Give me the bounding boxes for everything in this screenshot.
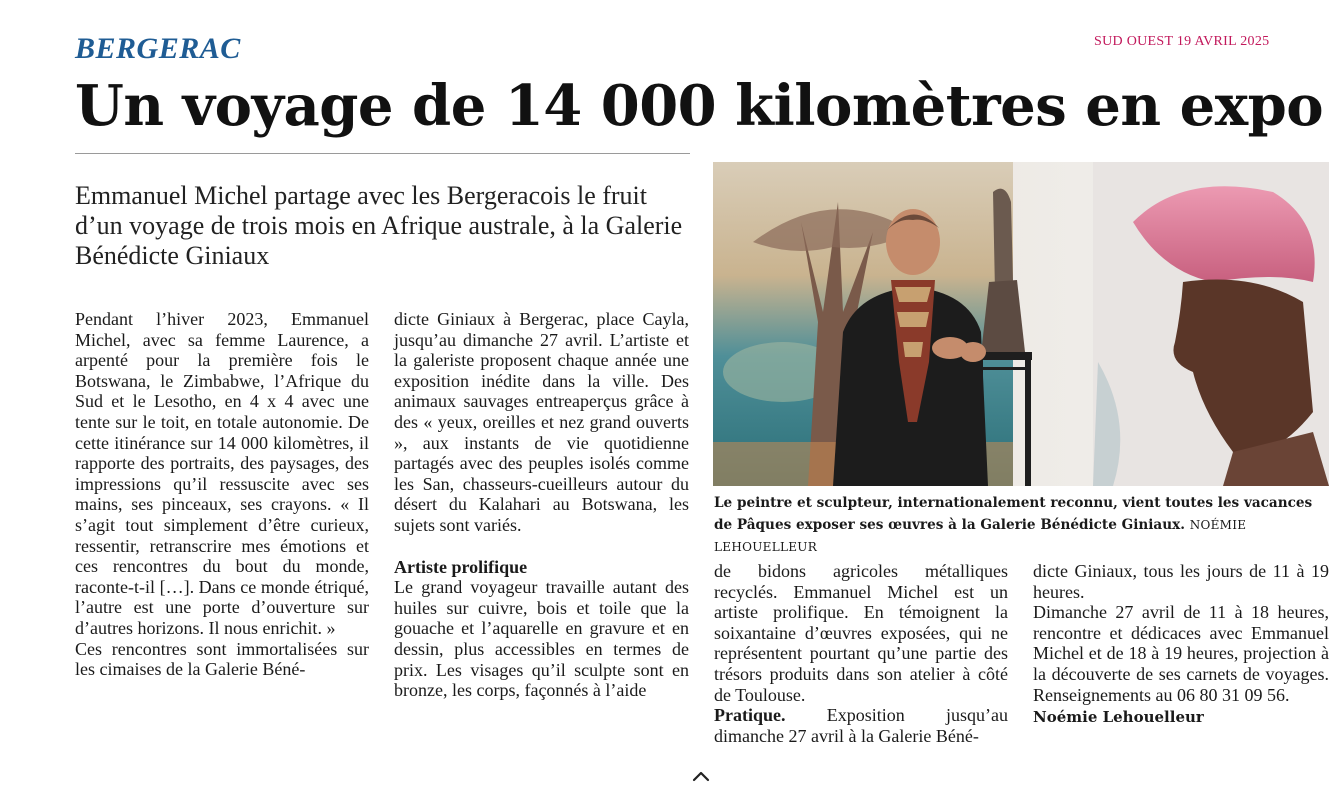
subheading: Artiste prolifique <box>394 556 528 577</box>
paragraph: dicte Giniaux, tous les jours de 11 à 19 heures. <box>1033 561 1329 602</box>
chevron-up-icon[interactable] <box>690 768 712 784</box>
article-column-1 <box>75 309 369 680</box>
chevron-up-icon[interactable] <box>690 768 712 784</box>
standfirst: Emmanuel Michel partage avec les Bergeracois le fruit d’un voyage de trois mois en Afrique australe, à la Galerie Bénédicte Giniaux <box>75 181 683 270</box>
article-photo <box>713 162 1329 486</box>
paragraph: Pendant l’hiver 2023, Emmanuel Michel, avec sa femme Laurence, a arpenté pour la première fois le Botswana, le Zimbabwe, l’Afrique du Sud et le Lesotho, en 4 x 4 avec une tente sur le toit, en totale autonomie. De cette itinérance sur 14 000 kilomètres, il rapporte des portraits, des paysages, des impressions qu’il ressuscite avec ses mains, ses pinceaux, ses crayons. « Il s’agit tout simplement d’être curieux, ressentir, retranscrire mes émotions et ces rencontres du bout du monde, raconte-t-il […]. Dans ce monde étriqué, l’autre est une porte d’ouverture sur d’autres horizons. Il nous enrichit. » <box>75 309 369 638</box>
section-rubric: BERGERAC <box>75 32 241 65</box>
caption-text: Le peintre et sculpteur, internationalement reconnu, vient toutes les vacances de Pâques exposer ses œuvres à la Galerie Bénédicte Giniaux. <box>714 495 1313 533</box>
article-column-2 <box>394 309 689 701</box>
paragraph: Ces rencontres sont immortalisées sur les cimaises de la Galerie Béné- <box>75 638 369 680</box>
paragraph: Dimanche 27 avril de 11 à 18 heures, rencontre et dédicaces avec Emmanuel Michel et de 18 à 19 heures, projection à la découverte de ses carnets de voyages. Renseignements au 06 80 31 09 56. <box>1033 602 1329 705</box>
article-column-4 <box>1033 561 1329 728</box>
author-signature: Noémie Lehouelleur <box>1033 708 1204 727</box>
paragraph <box>714 705 1008 746</box>
source-date: SUD OUEST 19 AVRIL 2025 <box>1094 34 1270 49</box>
paragraph: dicte Giniaux à Bergerac, place Cayla, jusqu’au dimanche 27 avril. L’artiste et la galeriste proposent chaque année une exposition inédite dans la ville. Des animaux sauvages entreaperçus grâce à des « yeux, oreilles et nez grand ouverts », aux instants de vie quotidienne partagés avec des peuples isolés comme les San, chasseurs-cueilleurs autour du désert du Kalahari au Botswana, les sujets sont variés. <box>394 309 689 535</box>
photo-caption <box>714 492 1330 558</box>
photo-credit: NOÉMIE LEHOUELLEUR <box>714 518 1247 554</box>
paragraph: Le grand voyageur travaille autant des huiles sur cuivre, bois et toile que la gouache et l’aquarelle en gravure et en dessin, plus accessibles en termes de prix. Les visages qu’il sculpte sont en bronze, les corps, façonnés à l’aide <box>394 577 689 701</box>
photo-artist-with-paintings <box>713 162 1329 486</box>
practical-lead: Pratique. <box>714 705 786 726</box>
article-column-3 <box>714 561 1008 746</box>
headline-rule <box>75 153 690 154</box>
paragraph: de bidons agricoles métalliques recyclés. Emmanuel Michel est un artiste prolifique. En témoignent la soixantaine d’œuvres exposées, qui ne représentent pourtant qu’une partie des trésors produits dans son atelier à côté de Toulouse. <box>714 561 1008 705</box>
headline: Un voyage de 14 000 kilomètres en expo <box>75 73 1324 139</box>
practical-text: Exposition jusqu’au dimanche 27 avril à la Galerie Béné- <box>714 705 1008 746</box>
